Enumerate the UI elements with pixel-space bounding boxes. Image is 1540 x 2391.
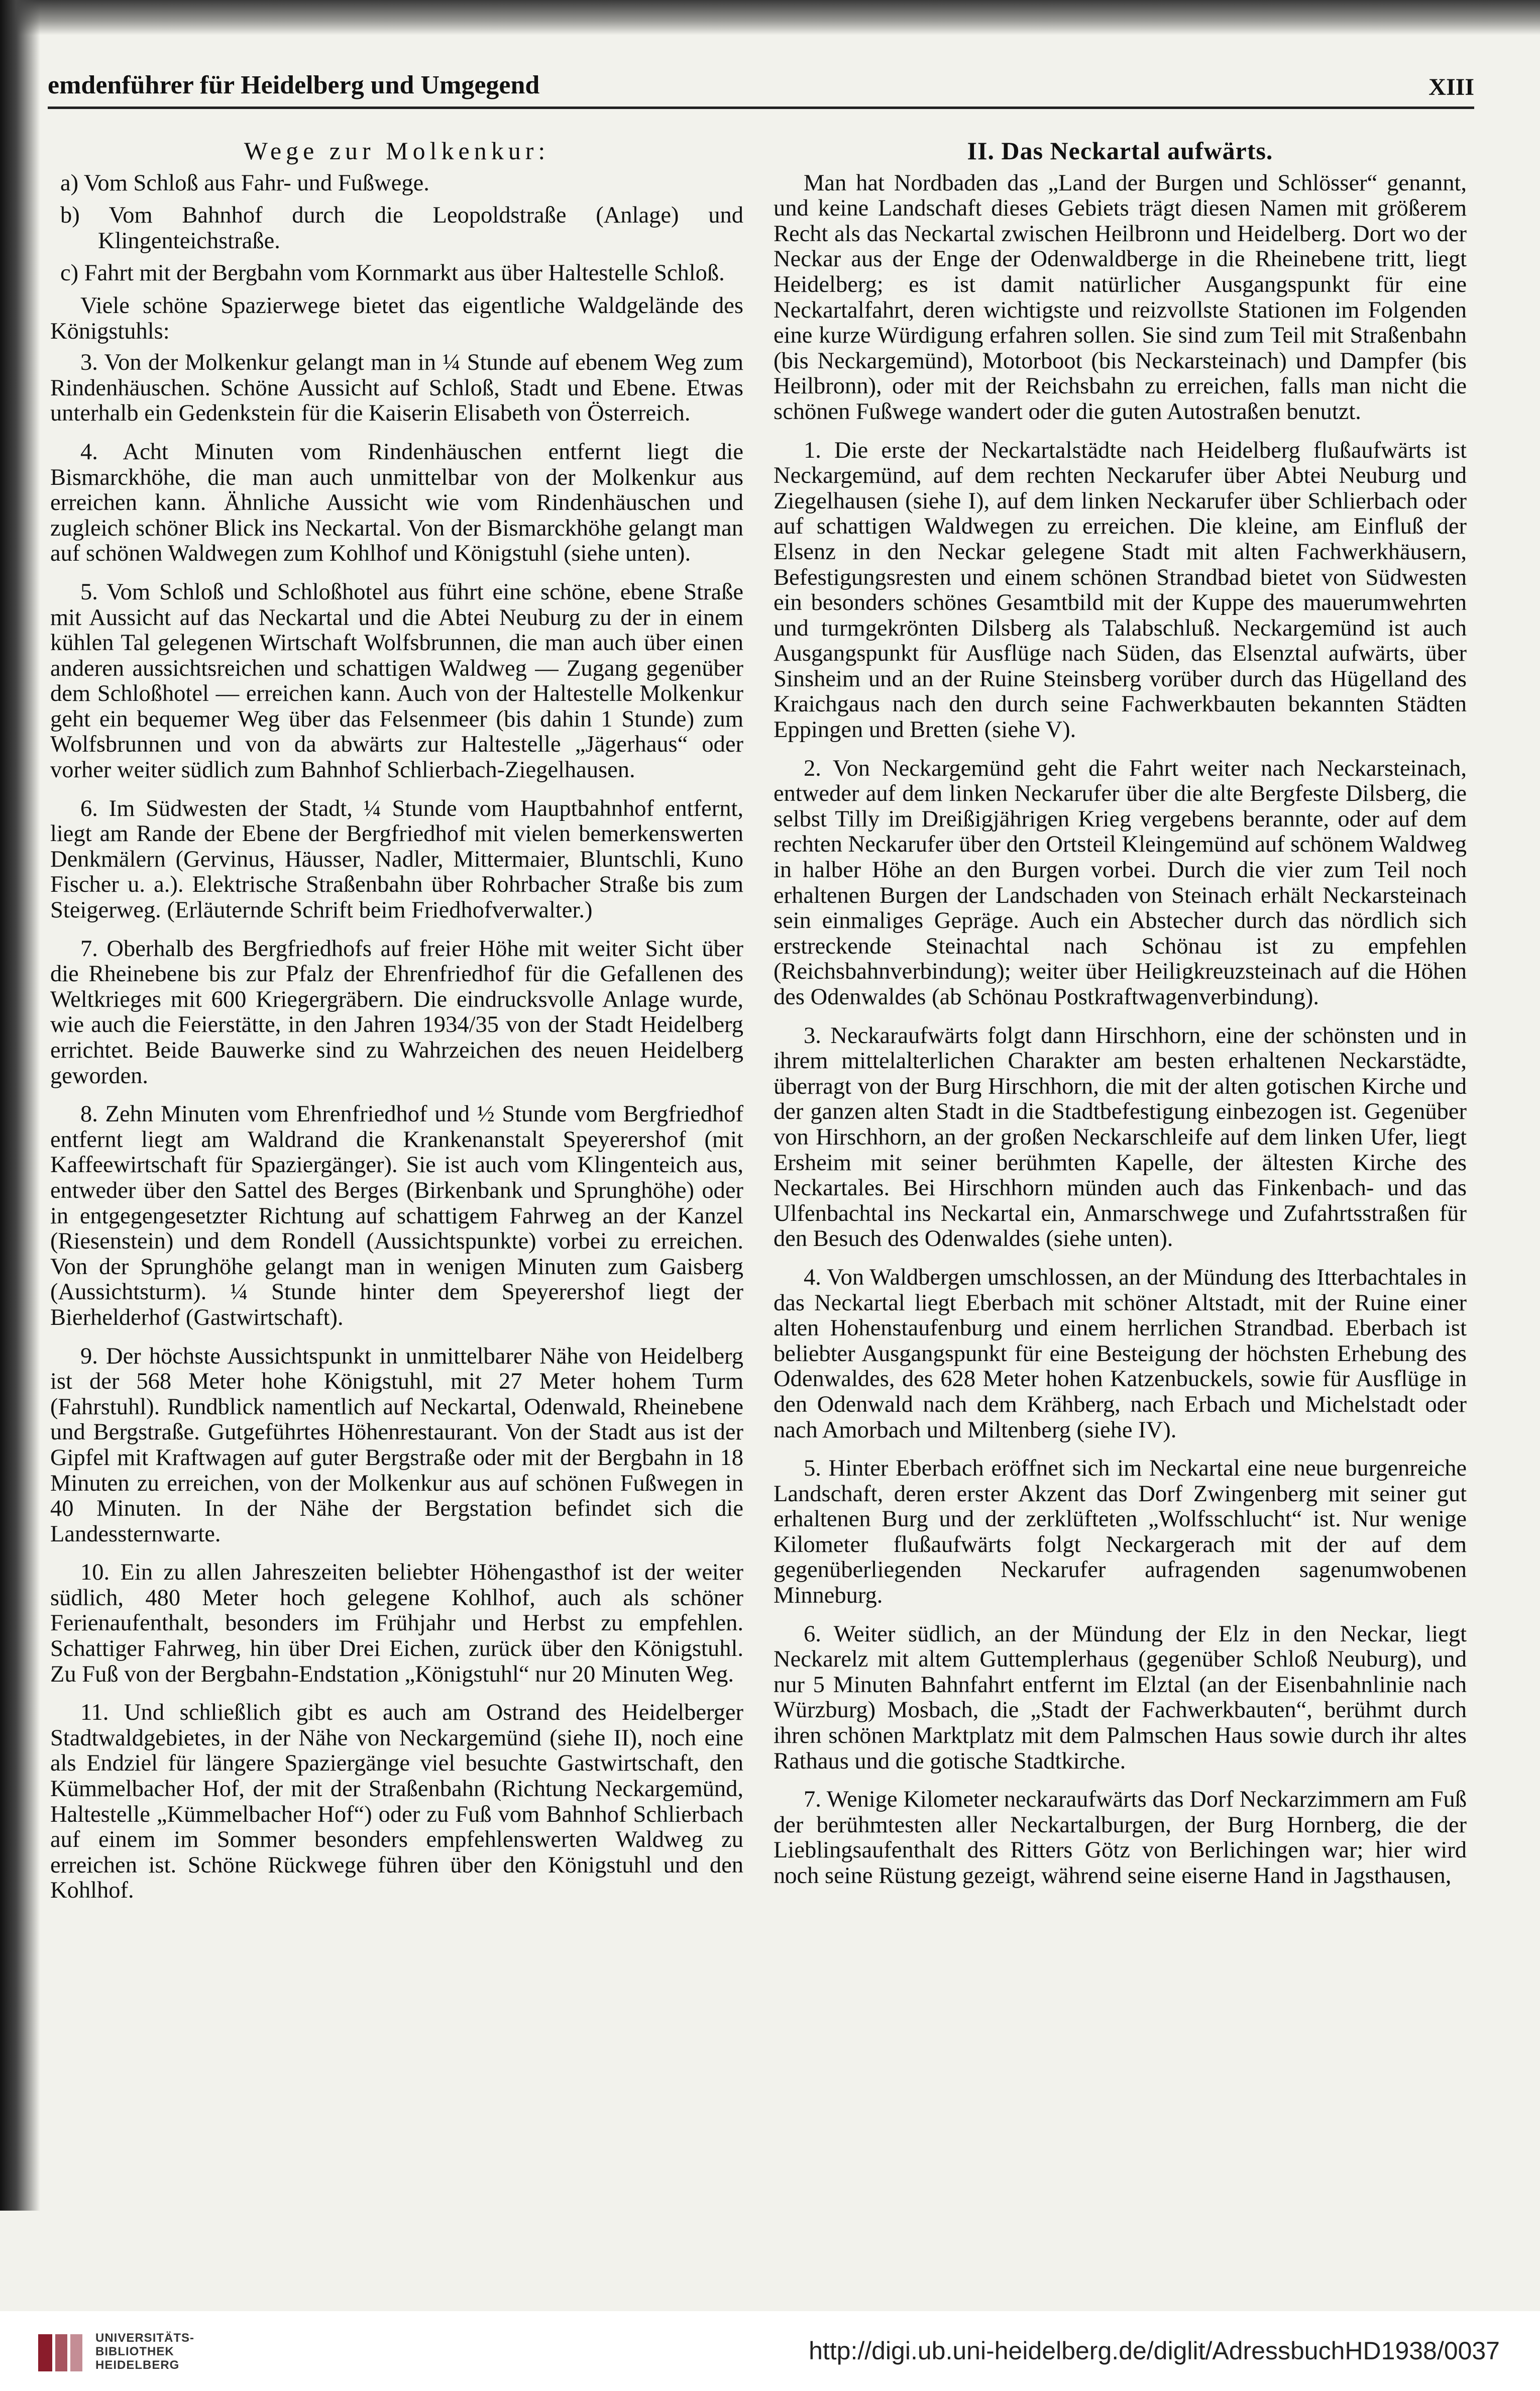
paragraph: 2. Von Neckargemünd geht die Fahrt weiter nach Neckarsteinach, entweder auf dem linken Neckarufer über die alte Bergfeste Dilsberg, die selbst Tilly im Dreißigjährigen Krieg vergebens berannte, oder auf dem rechten Neckarufer über den Ortsteil Kleingemünd auf schönem Waldweg in halber Höhe an den Burgen vorbei. Durch die vier zum Teil noch erhaltenen Burgen der Landschaden von Steinach erhält Neckarsteinach sein einmaliges Gepräge. Auch ein Abstecher durch das nördlich sich erstreckende Steinachtal nach Schönau ist zu empfehlen (Reichsbahnverbindung); weiter über Heiligkreuzsteinach auf die Höhen des Odenwaldes (ab Schönau Postkraftwagenverbindung). (774, 755, 1467, 1010)
left-column (50, 138, 743, 1917)
paragraph: 3. Von der Molkenkur gelangt man in ¼ Stunde auf ebenem Weg zum Rindenhäuschen. Schöne Aussicht auf Schloß, Stadt und Ebene. Etwas unterhalb ein Gedenkstein für die Kaiserin Elisabeth von Österreich. (50, 350, 743, 427)
section-heading-neckartal: II. Das Neckartal aufwärts. (967, 137, 1273, 165)
paragraph: Viele schöne Spazierwege bietet das eigentliche Waldgelände des Königstuhls: (50, 292, 743, 344)
paragraph: 4. Von Waldbergen umschlossen, an der Mündung des Itterbachtales in das Neckartal liegt Eberbach mit schöner Altstadt, mit der Ruine einer alten Hohenstaufenburg und einem herrlichen Strandbad. Eberbach ist beliebter Ausgangspunkt für eine Besteigung der höchsten Erhebung des Odenwaldes, des 628 Meter hohen Katzenbuckels, sowie für Ausflüge in den Odenwald nach dem Krähberg, nach Erbach und Michelstadt oder nach Amorbach und Miltenberg (siehe IV). (774, 1264, 1467, 1443)
paragraph: 3. Neckaraufwärts folgt dann Hirschhorn, eine der schönsten und in ihrem mittelalterlichen Charakter am besten erhaltenen Neckarstädte, überragt von der Burg Hirschhorn, die mit der alten gotischen Kirche und der ganzen alten Stadt in die Stadtbefestigung einbezogen ist. Gegenüber von Hirschhorn, an der großen Neckarschleife auf dem linken Ufer, liegt Ersheim mit seiner berühmten Kapelle, der ältesten Kirche des Neckartales. Bei Hirschhorn münden auch das Finkenbach- und das Ulfenbachtal ins Neckartal ein, Anmarschwege und Zufahrtsstraßen für den Besuch des Odenwaldes (siehe unten). (774, 1022, 1467, 1252)
library-name-line: BIBLIOTHEK (95, 2345, 174, 2358)
university-library-logo-icon (35, 2330, 85, 2375)
paragraph: 9. Der höchste Aussichtspunkt in unmittelbarer Nähe von Heidelberg ist der 568 Meter hohe Königstuhl, mit 27 Meter hohem Turm (Fahrstuhl). Rundblick namentlich auf Neckartal, Odenwald, Rheinebene und Bergstraße. Gutgeführtes Höhenrestaurant. Von der Stadt aus ist der Gipfel mit Kraftwagen auf guter Bergstraße oder mit der Bergbahn in 18 Minuten zu erreichen, von der Molkenkur aus auf schönen Fußwegen in 40 Minuten. In der Nähe der Bergstation befindet sich die Landessternwarte. (50, 1343, 743, 1547)
scan-edge-top (0, 0, 1540, 35)
page-number: XIII (1428, 74, 1474, 100)
library-name-line: UNIVERSITÄTS- (95, 2331, 195, 2345)
paragraph: 5. Hinter Eberbach eröffnet sich im Neckartal eine neue burgenreiche Landschaft, deren erster Akzent das Dorf Zwingenberg mit seiner gut erhaltenen Burg und der zerklüfteten „Wolfsschlucht“ ist. Nur wenige Kilometer flußaufwärts folgt Neckargerach mit der auf dem gegenüberliegenden Neckarufer aufragenden sagenumwobenen Minneburg. (774, 1456, 1467, 1609)
running-header (48, 70, 1474, 111)
source-url: http://digi.ub.uni-heidelberg.de/diglit/AdressbuchHD1938/0037 (809, 2337, 1500, 2365)
paragraph: 6. Weiter südlich, an der Mündung der Elz in den Neckar, liegt Neckarelz mit altem Guttemplerhaus (gegenüber Schloß Neuburg), und nur 5 Minuten Bahnfahrt entfernt im Elztal (an der Eisenbahnlinie nach Würzburg) Mosbach, die „Stadt der Fachwerkbauten“, berühmt durch ihren schönen Marktplatz mit dem Palmschen Haus sowie durch ihr altes Rathaus und die gotische Stadtkirche. (774, 1621, 1467, 1774)
header-rule (48, 107, 1474, 109)
right-column (774, 138, 1467, 1902)
footer-bar (0, 2311, 1540, 2391)
paragraph: 1. Die erste der Neckartalstädte nach Heidelberg flußaufwärts ist Neckargemünd, auf dem rechten Neckarufer über Abtei Neuburg und Ziegelhausen (siehe I), auf dem linken Neckarufer über Schlierbach oder auf schattigen Waldwegen zu erreichen. Die kleine, am Einfluß der Elsenz in den Neckar gelegene Stadt mit alten Fachwerkhäusern, Befestigungsresten und einem schönen Strandbad bietet von Südwesten ein besonders schönes Gesamtbild mit der Kuppe des mauerumwehrten und turmgekrönten Dilsberg als Talabschluß. Neckargemünd ist auch Ausgangspunkt für Ausflüge nach Süden, das Elsenztal aufwärts, über Sinsheim und an der Ruine Steinsberg vorüber durch das Hügelland des Kraichgaus nach den durch seine Fachwerkbauten bekannten Städten Eppingen und Bretten (siehe V). (774, 437, 1467, 743)
list-item: c) Fahrt mit der Bergbahn vom Kornmarkt aus über Haltestelle Schloß. (60, 260, 725, 286)
paragraph: 6. Im Südwesten der Stadt, ¼ Stunde vom Hauptbahnhof entfernt, liegt am Rande der Ebene der Bergfriedhof mit vielen bemerkenswerten Denkmälern (Gervinus, Häusser, Nadler, Mittermaier, Bluntschli, Kuno Fischer u. a.). Elektrische Straßenbahn über Rohrbacher Straße bis zum Steigerweg. (Erläuternde Schrift beim Friedhofverwalter.) (50, 795, 743, 923)
paragraph: 11. Und schließlich gibt es auch am Ostrand des Heidelberger Stadtwaldgebietes, in der Nähe von Neckargemünd (siehe II), noch eine als Endziel für längere Spaziergänge viel besuchte Gastwirtschaft, den Kümmelbacher Hof, der mit der Straßenbahn (Richtung Neckargemünd, Haltestelle „Kümmelbacher Hof“) oder zu Fuß vom Bahnhof Schlierbach auf einem im Sommer besonders empfehlenswerten Waldweg zu erreichen ist. Schöne Rückwege führen über den Königstuhl und den Kohlhof. (50, 1700, 743, 1904)
paragraph: 7. Oberhalb des Bergfriedhofs auf freier Höhe mit weiter Sicht über die Rheinebene bis zur Pfalz der Ehrenfriedhof für die Gefallenen des Weltkrieges mit 600 Kriegergräbern. Die eindrucksvolle Anlage wurde, wie auch die Feierstätte, in den Jahren 1934/35 von der Stadt Heidelberg errichtet. Beide Bauwerke sind zu Wahrzeichen des neuen Heidelberg geworden. (50, 935, 743, 1089)
library-name-line: HEIDELBERG (95, 2358, 180, 2372)
list-item: b) Vom Bahnhof durch die Leopoldstraße (Anlage) und Klingenteichstraße. (60, 202, 743, 254)
paragraph: 8. Zehn Minuten vom Ehrenfriedhof und ½ Stunde vom Bergfriedhof entfernt liegt am Waldrand die Krankenanstalt Speyerershof (mit Kaffeewirtschaft für Spaziergänger). Sie ist auch vom Klingenteich aus, entweder über den Sattel des Berges (Birkenbank und Sprunghöhe) oder in entgegengesetzter Richtung auf schattigem Fahrweg an der Kanzel (Riesenstein) und dem Rondell (Aussichtspunkte) vorbei zu erreichen. Von der Sprunghöhe gelangt man in wenigen Minuten zum Gaisberg (Aussichtsturm). ¼ Stunde hinter dem Speyerershof liegt der Bierhelderhof (Gastwirtschaft). (50, 1101, 743, 1330)
library-name (95, 2331, 194, 2372)
paragraph: 5. Vom Schloß und Schloßhotel aus führt eine schöne, ebene Straße mit Aussicht auf das Neckartal und die Abtei Neuburg zu der in einem kühlen Tal gelegenen Wirtschaft Wolfsbrunnen, die man auch über einen anderen aussichtsreichen und schattigen Waldweg — Zugang gegenüber dem Schloßhotel — erreichen kann. Auch von der Haltestelle Molkenkur geht ein bequemer Weg über das Felsenmeer (bis dahin 1 Stunde) zum Wolfsbrunnen und von da abwärts zur Haltestelle „Jägerhaus“ oder vorher weiter südlich zum Bahnhof Schlierbach-Ziegelhausen. (50, 579, 743, 783)
paragraph: Man hat Nordbaden das „Land der Burgen und Schlösser“ genannt, und keine Landschaft dieses Gebiets trägt diesen Namen mit größerem Recht als das Neckartal zwischen Heilbronn und Heidelberg. Dort wo der Neckar aus der Enge der Odenwaldberge in die Rheinebene tritt, liegt Heidelberg; es ist damit natürlicher Ausgangspunkt für eine Neckartalfahrt, deren wichtigste und reizvollste Stationen im Folgenden eine kurze Würdigung erfahren sollen. Sie sind zum Teil mit Straßenbahn (bis Neckargemünd), Motorboot (bis Neckarsteinach) und Dampfer (bis Heilbronn), oder mit der Reichsbahn zu erreichen, falls man nicht die schönen Fußwege wandert oder die guten Autostraßen benutzt. (774, 170, 1467, 425)
paragraph: 10. Ein zu allen Jahreszeiten beliebter Höhengasthof ist der weiter südlich, 480 Meter hoch gelegene Kohlhof, auch als schöner Ferienaufenthalt, besonders im Frühjahr und Herbst zu empfehlen. Schattiger Fahrweg, hin über Drei Eichen, zurück über den Königstuhl. Zu Fuß von der Bergbahn-Endstation „Königstuhl“ nur 20 Minuten Weg. (50, 1560, 743, 1687)
scan-edge-left (0, 0, 40, 2211)
paragraph: 4. Acht Minuten vom Rindenhäuschen entfernt liegt die Bismarckhöhe, die man auch unmittelbar von der Molkenkur aus erreichen kann. Ähnliche Aussicht wie vom Rindenhäuschen und zugleich schöner Blick ins Neckartal. Von der Bismarckhöhe gelangt man auf schönen Waldwegen zum Kohlhof und Königstuhl (siehe unten). (50, 439, 743, 567)
list-item: a) Vom Schloß aus Fahr- und Fußwege. (60, 170, 429, 196)
section-heading-molkenkur: Wege zur Molkenkur: (244, 137, 550, 165)
running-title: emdenführer für Heidelberg und Umgegend (48, 71, 540, 99)
paragraph: 7. Wenige Kilometer neckaraufwärts das Dorf Neckarzimmern am Fuß der berühmtesten aller Neckartalburgen, der Burg Hornberg, die der Lieblingsaufenthalt des Ritters Götz von Berlichingen war; hier wird noch seine Rüstung gezeigt, während seine eiserne Hand in Jagsthausen, (774, 1787, 1467, 1889)
